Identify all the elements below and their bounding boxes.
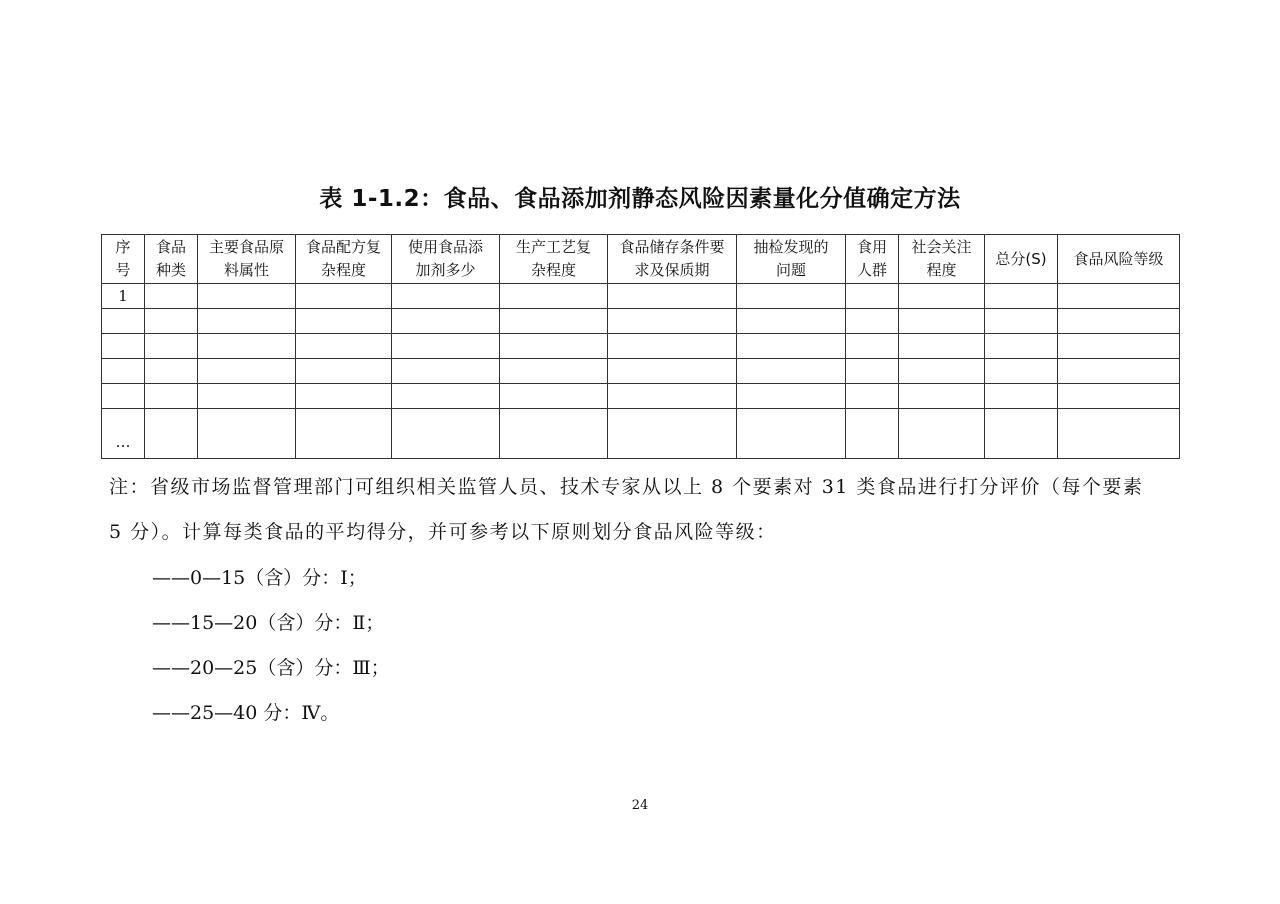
header-process-complexity: 生产工艺复 杂程度 (500, 235, 608, 284)
table-row (102, 384, 1180, 409)
table-row (102, 284, 1180, 309)
header-raw-material: 主要食品原 料属性 (198, 235, 296, 284)
risk-level-rule-2: ——15—20（含）分：Ⅱ； (152, 612, 385, 634)
header-social-concern: 社会关注 程度 (899, 235, 985, 284)
table-row (102, 359, 1180, 384)
header-risk-level: 食品风险等级 (1058, 235, 1180, 284)
header-sampling-issues: 抽检发现的 问题 (737, 235, 846, 284)
risk-score-table (101, 234, 1180, 459)
header-formula-complexity: 食品配方复 杂程度 (296, 235, 392, 284)
table-row (102, 309, 1180, 334)
header-storage-shelf-life: 食品储存条件要 求及保质期 (608, 235, 737, 284)
seq-cell: 1 (102, 284, 145, 309)
table-row (102, 334, 1180, 359)
risk-level-rule-4: ——25—40 分：Ⅳ。 (152, 702, 340, 724)
header-food-type: 食品 种类 (145, 235, 198, 284)
table-body (102, 284, 1180, 459)
risk-level-rule-1: ——0—15（含）分：Ⅰ； (152, 567, 367, 589)
header-seq: 序 号 (102, 235, 145, 284)
header-consumer-group: 食用 人群 (846, 235, 899, 284)
note-line-1: 注：省级市场监督管理部门可组织相关监管人员、技术专家从以上 8 个要素对 31 类食品进行打分评价（每个要素 (109, 476, 1144, 498)
table-header-row (102, 235, 1180, 284)
seq-cell-ellipsis: … (102, 409, 145, 459)
table-row (102, 409, 1180, 459)
header-additive-amount: 使用食品添 加剂多少 (392, 235, 500, 284)
risk-level-rule-3: ——20—25（含）分：Ⅲ； (152, 657, 390, 679)
header-total-score: 总分(S) (985, 235, 1058, 284)
table-title: 表 1-1.2：食品、食品添加剂静态风险因素量化分值确定方法 (319, 186, 961, 212)
note-line-2: 5 分）。计算每类食品的平均得分，并可参考以下原则划分食品风险等级： (109, 521, 777, 543)
page-number: 24 (631, 798, 649, 813)
